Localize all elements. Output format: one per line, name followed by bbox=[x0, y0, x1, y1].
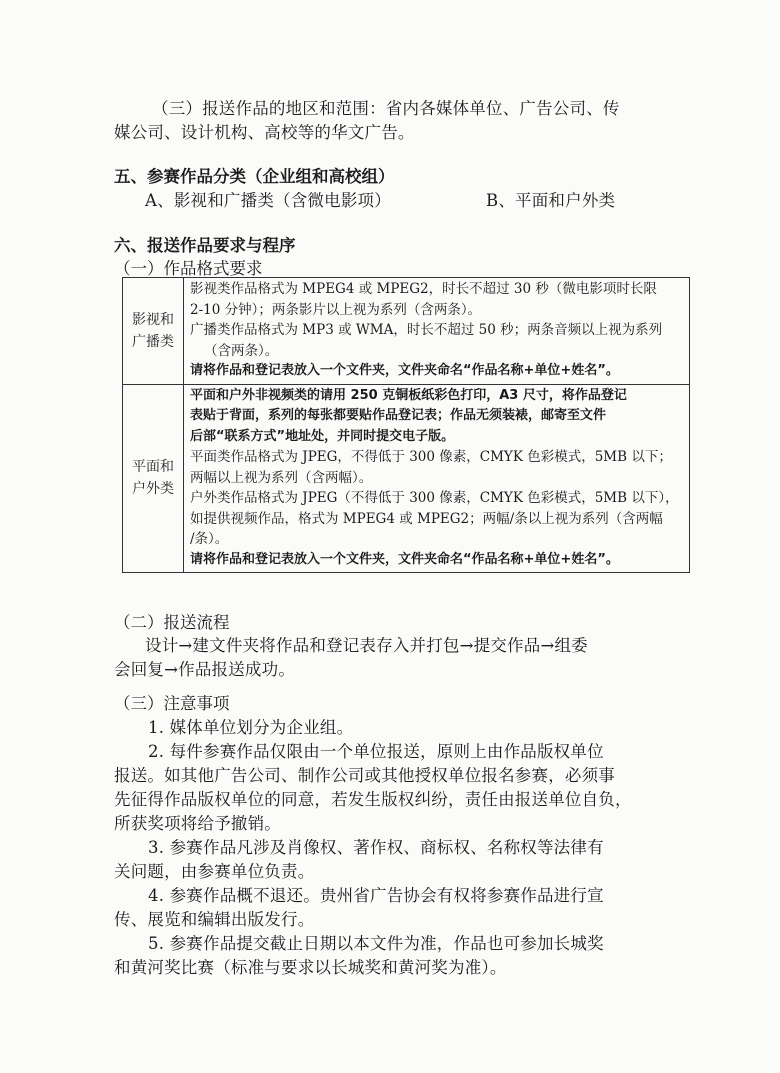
section-6-heading: 六、报送作品要求与程序 bbox=[114, 236, 296, 255]
notes-title: （三）注意事项 bbox=[114, 694, 230, 713]
requirement-line-bold: 请将作品和登记表放入一个文件夹，文件夹命名“作品名称+单位+姓名”。 bbox=[190, 551, 619, 567]
note-4-line1: 4. 参赛作品概不退还。贵州省广告协会有权将参赛作品进行宣 bbox=[148, 886, 604, 905]
requirement-line-bold: 请将作品和登记表放入一个文件夹，文件夹命名“作品名称+单位+姓名”。 bbox=[190, 363, 619, 378]
note-5-line2: 和黄河奖比赛（标准与要求以长城奖和黄河奖为准）。 bbox=[114, 958, 507, 977]
category-label-line: 平面和 bbox=[132, 459, 174, 476]
category-label-line: 广播类 bbox=[132, 333, 174, 350]
region-scope-line2: 媒公司、设计机构、高校等的华文广告。 bbox=[114, 123, 415, 142]
requirement-line-bold: 平面和户外非视频类的请用 250 克铜板纸彩色打印，A3 尺寸，将作品登记 bbox=[190, 387, 627, 403]
format-requirements-title: （一）作品格式要求 bbox=[114, 259, 263, 278]
requirement-line: 户外类作品格式为 JPEG（不得低于 300 像素，CMYK 色彩模式，5MB 以下）， bbox=[190, 490, 679, 506]
requirement-line: /条）。 bbox=[190, 531, 229, 547]
note-4-line2: 传、展览和编辑出版发行。 bbox=[114, 910, 315, 929]
requirement-line-bold: 表贴于背面，系列的每张都要贴作品登记表；作品无须装裱，邮寄至文件 bbox=[190, 408, 607, 423]
note-3-line1: 3. 参赛作品凡涉及肖像权、著作权、商标权、名称权等法律有 bbox=[148, 838, 604, 857]
note-2-line3: 先征得作品版权单位的同意，若发生版权纠纷，责任由报送单位自负， bbox=[114, 790, 632, 809]
category-a: A、影视和广播类（含微电影项） bbox=[145, 191, 391, 210]
category-cell bbox=[123, 384, 184, 573]
requirement-line: 如提供视频作品，格式为 MPEG4 或 MPEG2；两幅/条以上视为系列（含两幅 bbox=[190, 510, 663, 527]
table-row bbox=[123, 278, 690, 385]
region-scope-line1: （三）报送作品的地区和范围：省内各媒体单位、广告公司、传 bbox=[152, 99, 620, 118]
note-2-line1: 2. 每件参赛作品仅限由一个单位报送，原则上由作品版权单位 bbox=[148, 742, 604, 761]
note-5-line1: 5. 参赛作品提交截止日期以本文件为准，作品也可参加长城奖 bbox=[148, 934, 604, 953]
requirements-cell bbox=[184, 278, 690, 385]
requirements-cell bbox=[184, 384, 690, 573]
submission-process-line1: 设计→建文件夹将作品和登记表存入并打包→提交作品→组委 bbox=[145, 636, 588, 655]
category-label-line: 影视和 bbox=[132, 311, 174, 328]
submission-process-line2: 会回复→作品报送成功。 bbox=[114, 660, 296, 679]
requirement-line: 平面类作品格式为 JPEG，不得低于 300 像素，CMYK 色彩模式，5MB 以下； bbox=[190, 449, 672, 465]
note-1: 1. 媒体单位划分为企业组。 bbox=[148, 718, 354, 737]
requirement-line-bold: 后部“联系方式”地址处，并同时提交电子版。 bbox=[190, 428, 455, 444]
submission-process-title: （二）报送流程 bbox=[114, 613, 230, 632]
note-2-line2: 报送。如其他广告公司、制作公司或其他授权单位报名参赛，必须事 bbox=[114, 766, 615, 785]
category-label-line: 户外类 bbox=[132, 481, 174, 498]
note-2-line4: 所获奖项将给予撤销。 bbox=[114, 814, 281, 833]
category-cell bbox=[123, 278, 184, 385]
requirement-line: （含两条）。 bbox=[204, 342, 279, 359]
format-requirements-table bbox=[122, 277, 690, 573]
category-b: B、平面和户外类 bbox=[486, 191, 616, 210]
requirement-line: 广播类作品格式为 MP3 或 WMA，时长不超过 50 秒；两条音频以上视为系列 bbox=[190, 322, 663, 338]
requirement-line: 两幅以上视为系列（含两幅）。 bbox=[190, 469, 373, 486]
requirement-line: 影视类作品格式为 MPEG4 或 MPEG2，时长不超过 30 秒（微电影项时长限 bbox=[190, 281, 657, 297]
table-row bbox=[123, 384, 690, 573]
note-3-line2: 关问题，由参赛单位负责。 bbox=[114, 862, 315, 881]
requirement-line: 2-10 分钟）；两条影片以上视为系列（含两条）。 bbox=[190, 301, 482, 318]
section-5-heading: 五、参赛作品分类（企业组和高校组） bbox=[114, 167, 395, 186]
